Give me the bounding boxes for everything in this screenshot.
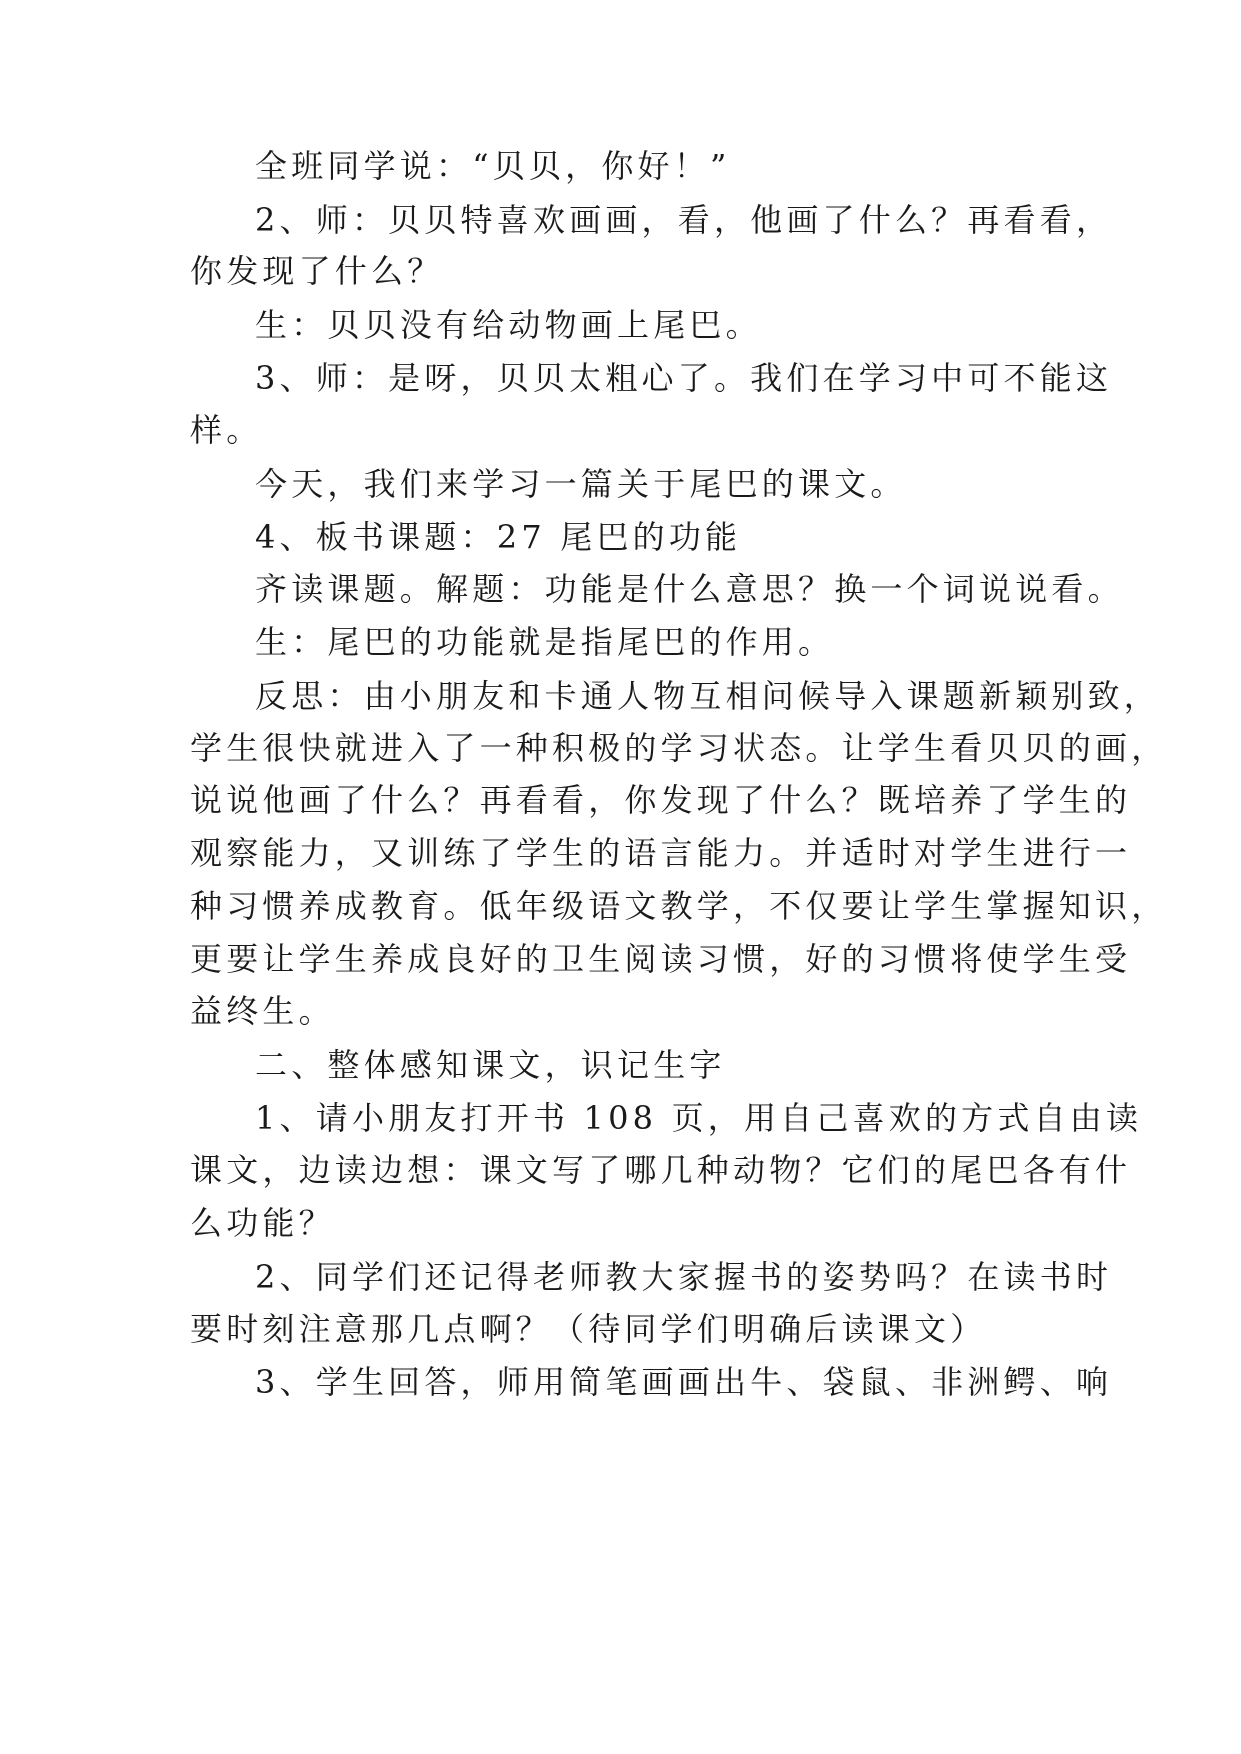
paragraph-line: 观察能力，又训练了学生的语言能力。并适时对学生进行一 bbox=[190, 834, 1132, 872]
section-heading: 二、整体感知课文，识记生字 bbox=[255, 1046, 726, 1084]
paragraph-line: 么功能？ bbox=[190, 1204, 335, 1242]
paragraph-line: 更要让学生养成良好的卫生阅读习惯，好的习惯将使学生受 bbox=[190, 940, 1132, 978]
paragraph-line: 反思：由小朋友和卡通人物互相问候导入课题新颖别致， bbox=[255, 677, 1161, 715]
paragraph-line: 今天，我们来学习一篇关于尾巴的课文。 bbox=[255, 465, 907, 503]
paragraph-line: 3、学生回答，师用简笔画画出牛、袋鼠、非洲鳄、响 bbox=[255, 1363, 1113, 1401]
paragraph-line: 益终生。 bbox=[190, 992, 335, 1030]
paragraph-line: 4、板书课题：27 尾巴的功能 bbox=[255, 518, 742, 556]
paragraph-line: 齐读课题。解题：功能是什么意思？换一个词说说看。 bbox=[255, 570, 1124, 608]
paragraph-line: 1、请小朋友打开书 108 页，用自己喜欢的方式自由读 bbox=[255, 1099, 1143, 1137]
paragraph-line: 2、同学们还记得老师教大家握书的姿势吗？在读书时 bbox=[255, 1258, 1113, 1296]
paragraph-line: 3、师：是呀，贝贝太粗心了。我们在学习中可不能这 bbox=[255, 359, 1113, 397]
paragraph-line: 全班同学说：“贝贝，你好！” bbox=[255, 147, 731, 185]
paragraph-line: 说说他画了什么？再看看，你发现了什么？既培养了学生的 bbox=[190, 781, 1132, 819]
paragraph-line: 课文，边读边想：课文写了哪几种动物？它们的尾巴各有什 bbox=[190, 1151, 1132, 1189]
paragraph-line: 你发现了什么？ bbox=[190, 252, 444, 290]
paragraph-line: 生：贝贝没有给动物画上尾巴。 bbox=[255, 306, 762, 344]
paragraph-line: 学生很快就进入了一种积极的学习状态。让学生看贝贝的画， bbox=[190, 729, 1168, 767]
paragraph-line: 种习惯养成教育。低年级语文教学，不仅要让学生掌握知识， bbox=[190, 887, 1168, 925]
paragraph-line: 生：尾巴的功能就是指尾巴的作用。 bbox=[255, 623, 835, 661]
paragraph-line: 2、师：贝贝特喜欢画画，看，他画了什么？再看看， bbox=[255, 201, 1113, 239]
paragraph-line: 要时刻注意那几点啊？（待同学们明确后读课文） bbox=[190, 1310, 987, 1348]
paragraph-line: 样。 bbox=[190, 411, 263, 449]
